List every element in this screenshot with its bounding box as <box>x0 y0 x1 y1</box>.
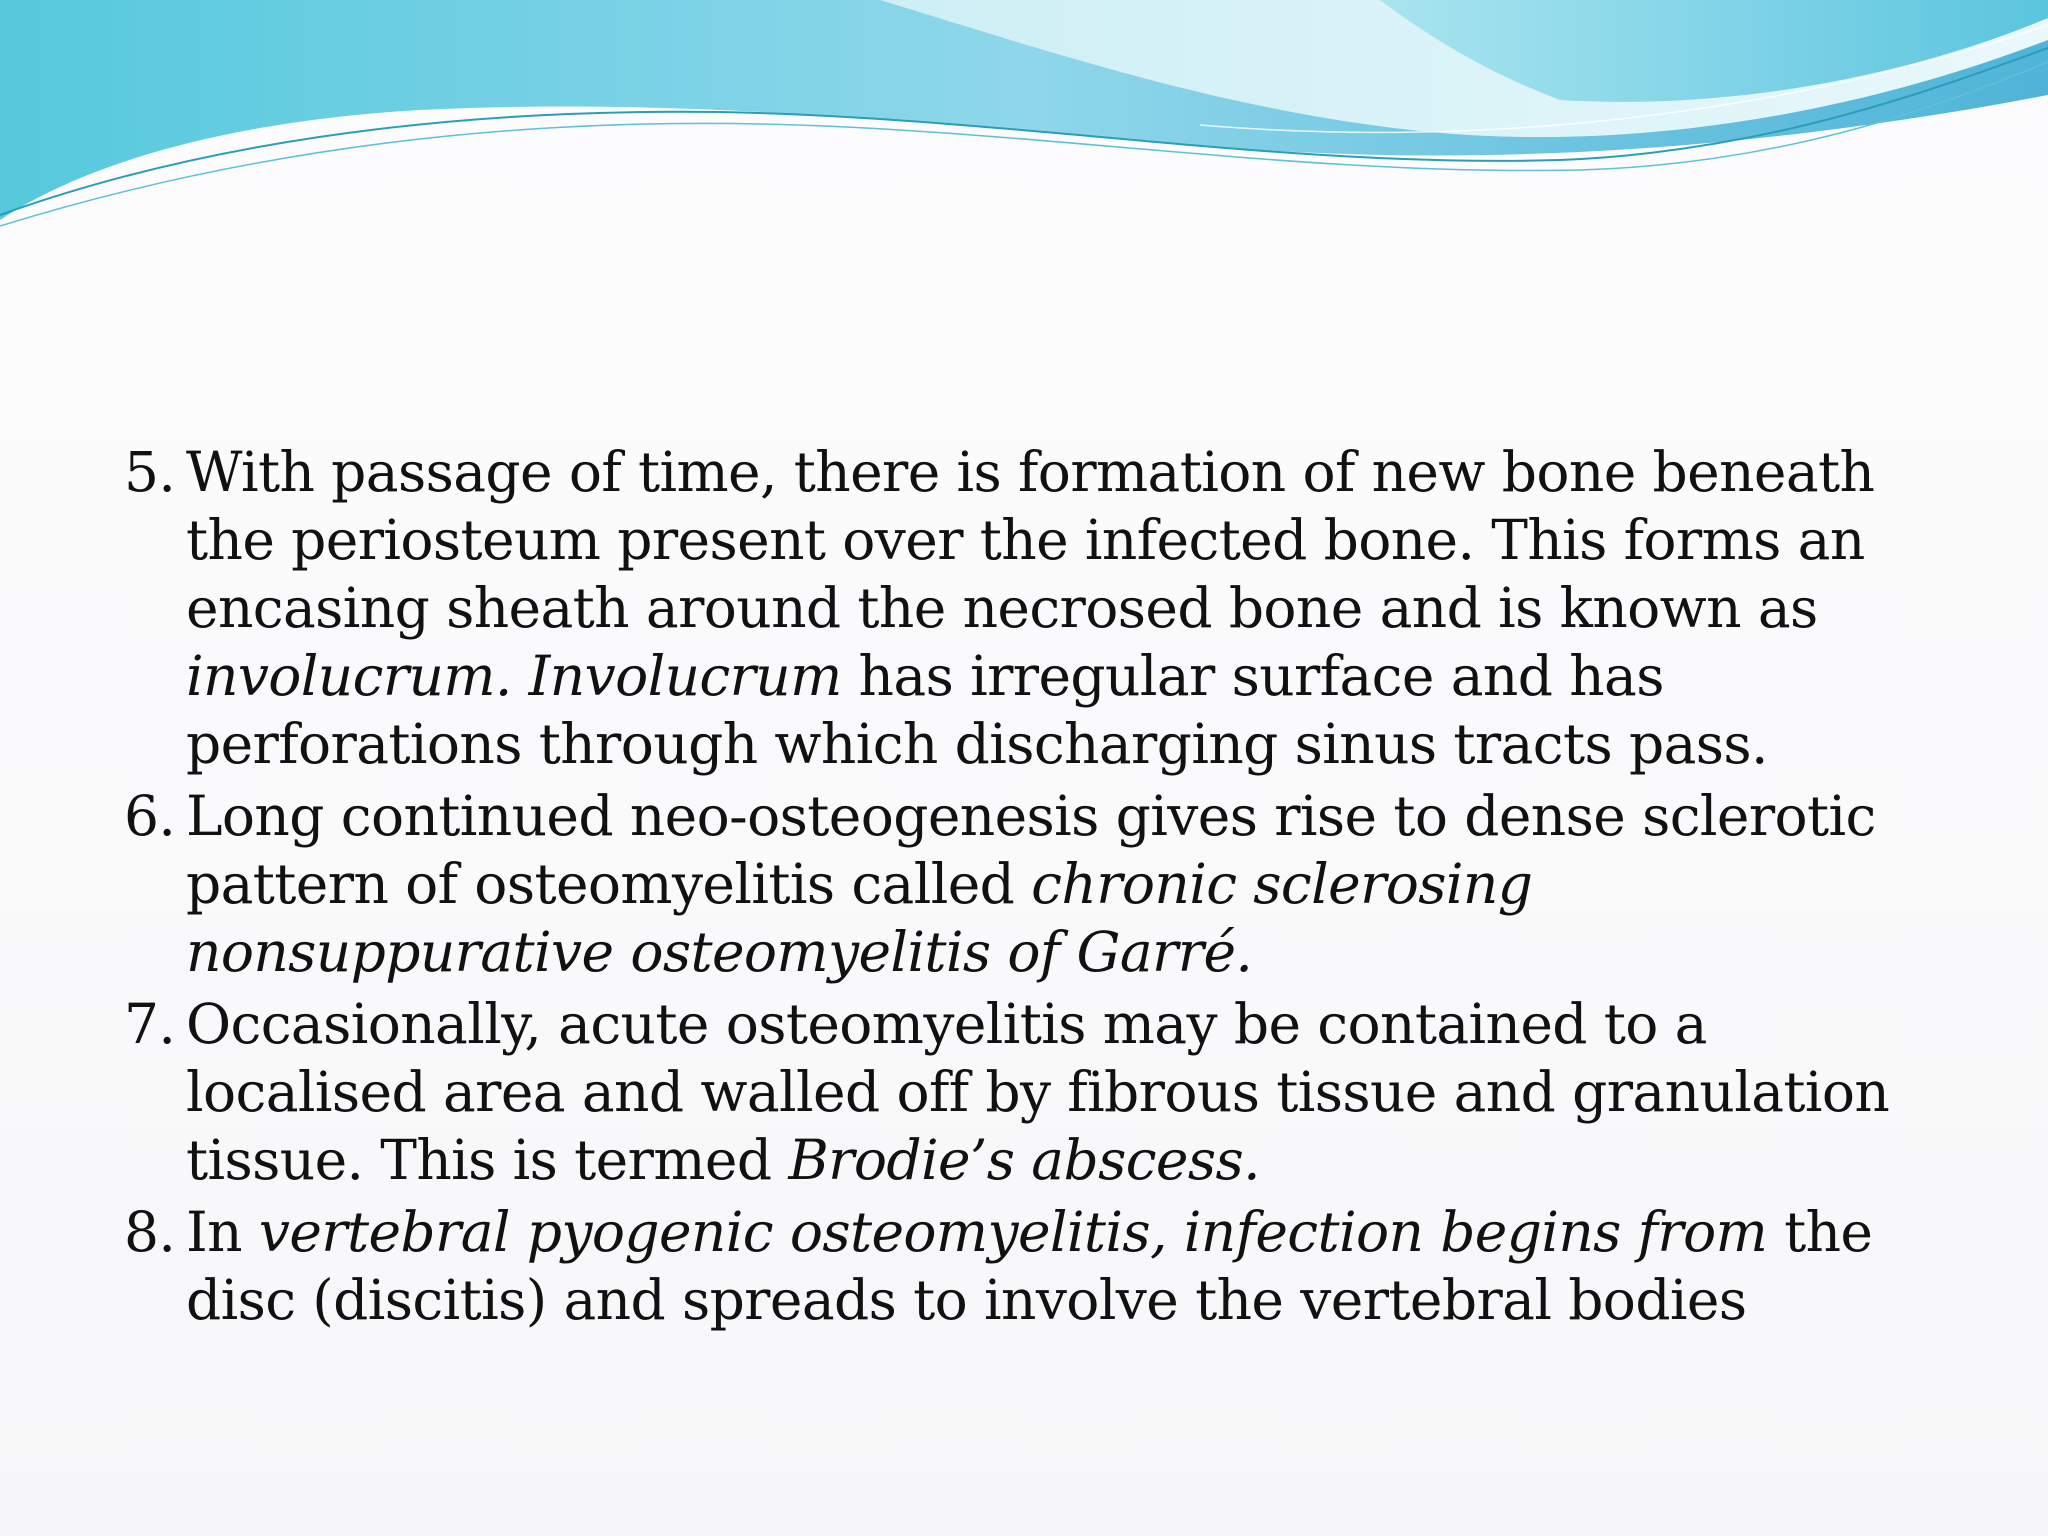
list-item-6 <box>124 782 1924 986</box>
list-text <box>186 992 1889 1192</box>
list-text <box>186 1200 1872 1332</box>
list-text <box>186 440 1874 776</box>
text-segment: In <box>186 1200 259 1264</box>
list-item-5 <box>124 438 1924 778</box>
italic-term: vertebral pyogenic osteomyelitis, infection begins from <box>258 1200 1768 1264</box>
list-text <box>186 784 1876 984</box>
text-segment: has irregular surface and has perforations through which discharging sinus tracts pass. <box>186 644 1768 776</box>
list-number: 5. <box>124 440 176 504</box>
list-item-7 <box>124 990 1924 1194</box>
list-number: 8. <box>124 1200 176 1264</box>
text-segment: Occasionally, acute osteomyelitis may be contained to a localised area and walled off by fibrous tissue and granulation tissue. This is termed <box>186 992 1890 1192</box>
text-segment: the disc (discitis) and spreads to involve the vertebral bodies <box>186 1200 1873 1332</box>
text-segment: Long continued neo-osteogenesis gives rise to dense sclerotic pattern of osteomyelitis called <box>186 784 1876 916</box>
text-segment: With passage of time, there is formation of new bone beneath the periosteum present over the infected bone. This forms an encasing sheath around the necrosed bone and is known as <box>186 440 1875 640</box>
italic-term: Brodie’s abscess. <box>788 1128 1260 1192</box>
italic-term: involucrum. Involucrum <box>186 644 842 708</box>
list-item-8 <box>124 1198 1924 1334</box>
list-number: 7. <box>124 992 176 1056</box>
list-number: 6. <box>124 784 176 848</box>
numbered-list <box>124 438 1924 1338</box>
header-wave-decoration <box>0 0 2048 240</box>
italic-term: chronic sclerosing nonsuppurative osteomyelitis of Garré. <box>186 852 1533 984</box>
